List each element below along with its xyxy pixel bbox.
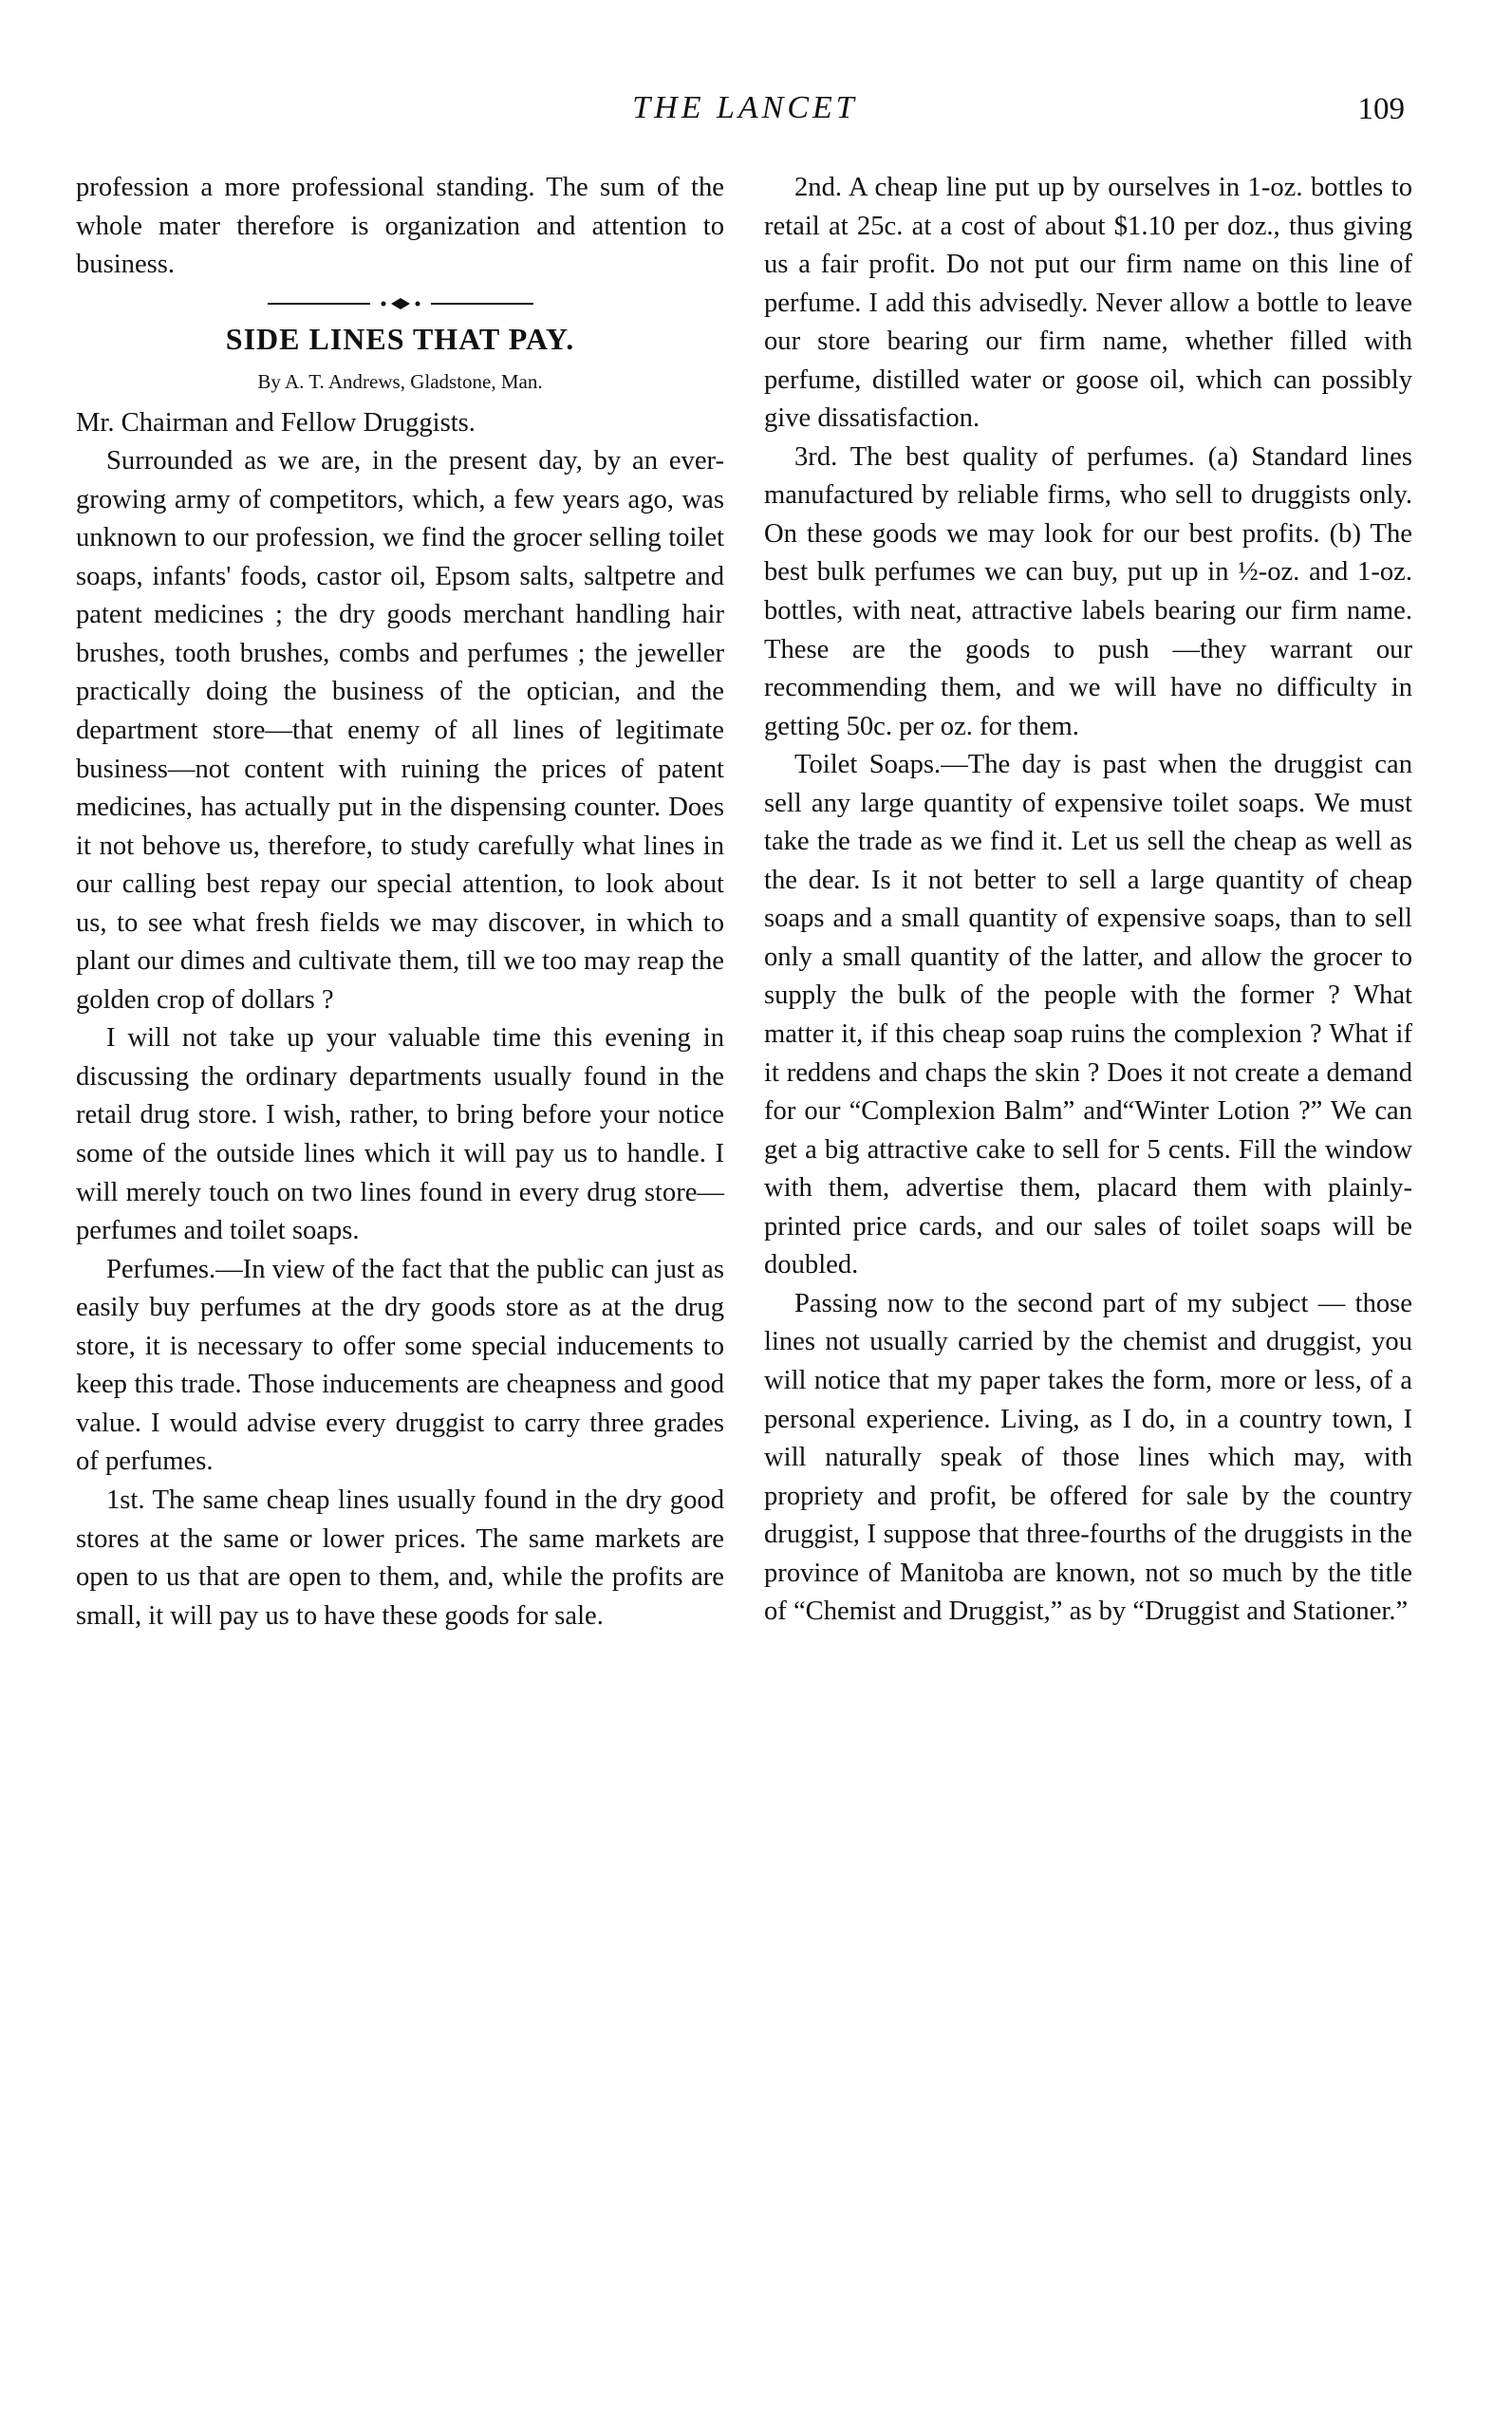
body-paragraph: 2nd. A cheap line put up by ourselves in 1-oz. bottles to retail at 25c. at a cost of about $1.10 per doz., thus giving us a fair profit. Do not put our firm name on this line of perfume. I add this advisedly. Never allow a bottle to leave our store bearing our firm name, whether filled with perfume, distilled water or goose oil, which can possibly give dissatisfaction. [764,173,1412,434]
section-divider-ornament [258,296,543,311]
body-paragraph: 1st. The same cheap lines usually found in the dry good stores at the same or lower prices. The same markets are open to us that are open to them, and, while the profits are small, it will pay us to have these goods for sale. [76,1485,724,1631]
article-title: SIDE LINES THAT PAY. [225,321,575,356]
body-paragraph: Surrounded as we are, in the present day, by an ever-growing army of competitors, which, a few years ago, was unknown to our profession, we find the grocer selling toilet soaps, infants' foods, castor oil, Epsom salts, saltpetre and patent medicines ; the dry goods merchant handling hair brushes, tooth brushes, combs and perfumes ; the jeweller practically doing the business of the optician, and the department store—that enemy of all lines of legitimate business—not content with ruining the prices of patent medicines, has actually put in the dispensing counter. Does it not behove us, therefore, to study carefully what lines in our calling best repay our special attention, to look about us, to see what fresh fields we may discover, in which to plant our dimes and cultivate them, till we too may reap the golden crop of dollars ? [76,446,724,1015]
right-column [764,169,1412,1632]
article-byline: By A. T. Andrews, Gladstone, Man. [257,369,543,393]
body-paragraph: 3rd. The best quality of perfumes. (a) Standard lines manufactured by reliable firms, who sell to druggists only. On these goods we may look for our best profits. (b) The best bulk perfumes we can buy, put up in ½-oz. and 1-oz. bottles, with neat, attractive labels bearing our firm name. These are the goods to push —they warrant our recommending them, and we will have no difficulty in getting 50c. per oz. for them. [764,441,1412,741]
body-paragraph: I will not take up your valuable time this evening in discussing the ordinary departments usually found in the retail drug store. I wish, rather, to bring before your notice some of the outside lines which it will pay us to handle. I will merely touch on two lines found in every drug store—perfumes and toilet soaps. [76,1023,724,1246]
body-paragraph: Toilet Soaps.—The day is past when the druggist can sell any large quantity of expensive toilet soaps. We must take the trade as we find it. Let us sell the cheap as well as the dear. Is it not better to sell a large quantity of cheap soaps and a small quantity of expensive soaps, than to sell only a small quantity of the latter, and allow the grocer to supply the bulk of the people with the former ? What matter it, if this cheap soap ruins the complexion ? What if it reddens and chaps the skin ? Does it not create a demand for our “Complexion Balm” and“Winter Lotion ?” We can get a big attractive cake to sell for 5 cents. Fill the window with them, advertise them, placard them with plainly-printed price cards, and our sales of toilet soaps will be doubled. [764,750,1412,1280]
running-head [76,90,1414,138]
page-number: 109 [1357,92,1405,126]
continued-paragraph: profession a more professional standing. The sum of the whole mater therefore is organization and attention to business. [76,173,724,280]
body-paragraph: Passing now to the second part of my subject — those lines not usually carried by the chemist and druggist, you will notice that my paper takes the form, more or less, of a personal experience. Living, as I do, in a country town, I will naturally speak of those lines which may, with propriety and profit, be offered for sale by the country druggist, I suppose that three-fourths of the druggists in the province of Manitoba are known, not so much by the title of “Chemist and Druggist,” as by “Druggist and Stationer.” [764,1288,1412,1627]
salutation: Mr. Chairman and Fellow Druggists. [76,407,476,438]
left-column [76,169,724,1635]
journal-title: THE LANCET [632,90,858,125]
body-paragraph: Perfumes.—In view of the fact that the public can just as easily buy perfumes at the dry goods store as at the drug store, it is necessary to offer some special inducements to keep this trade. Those inducements are cheapness and good value. I would advise every druggist to carry three grades of perfumes. [76,1254,724,1477]
